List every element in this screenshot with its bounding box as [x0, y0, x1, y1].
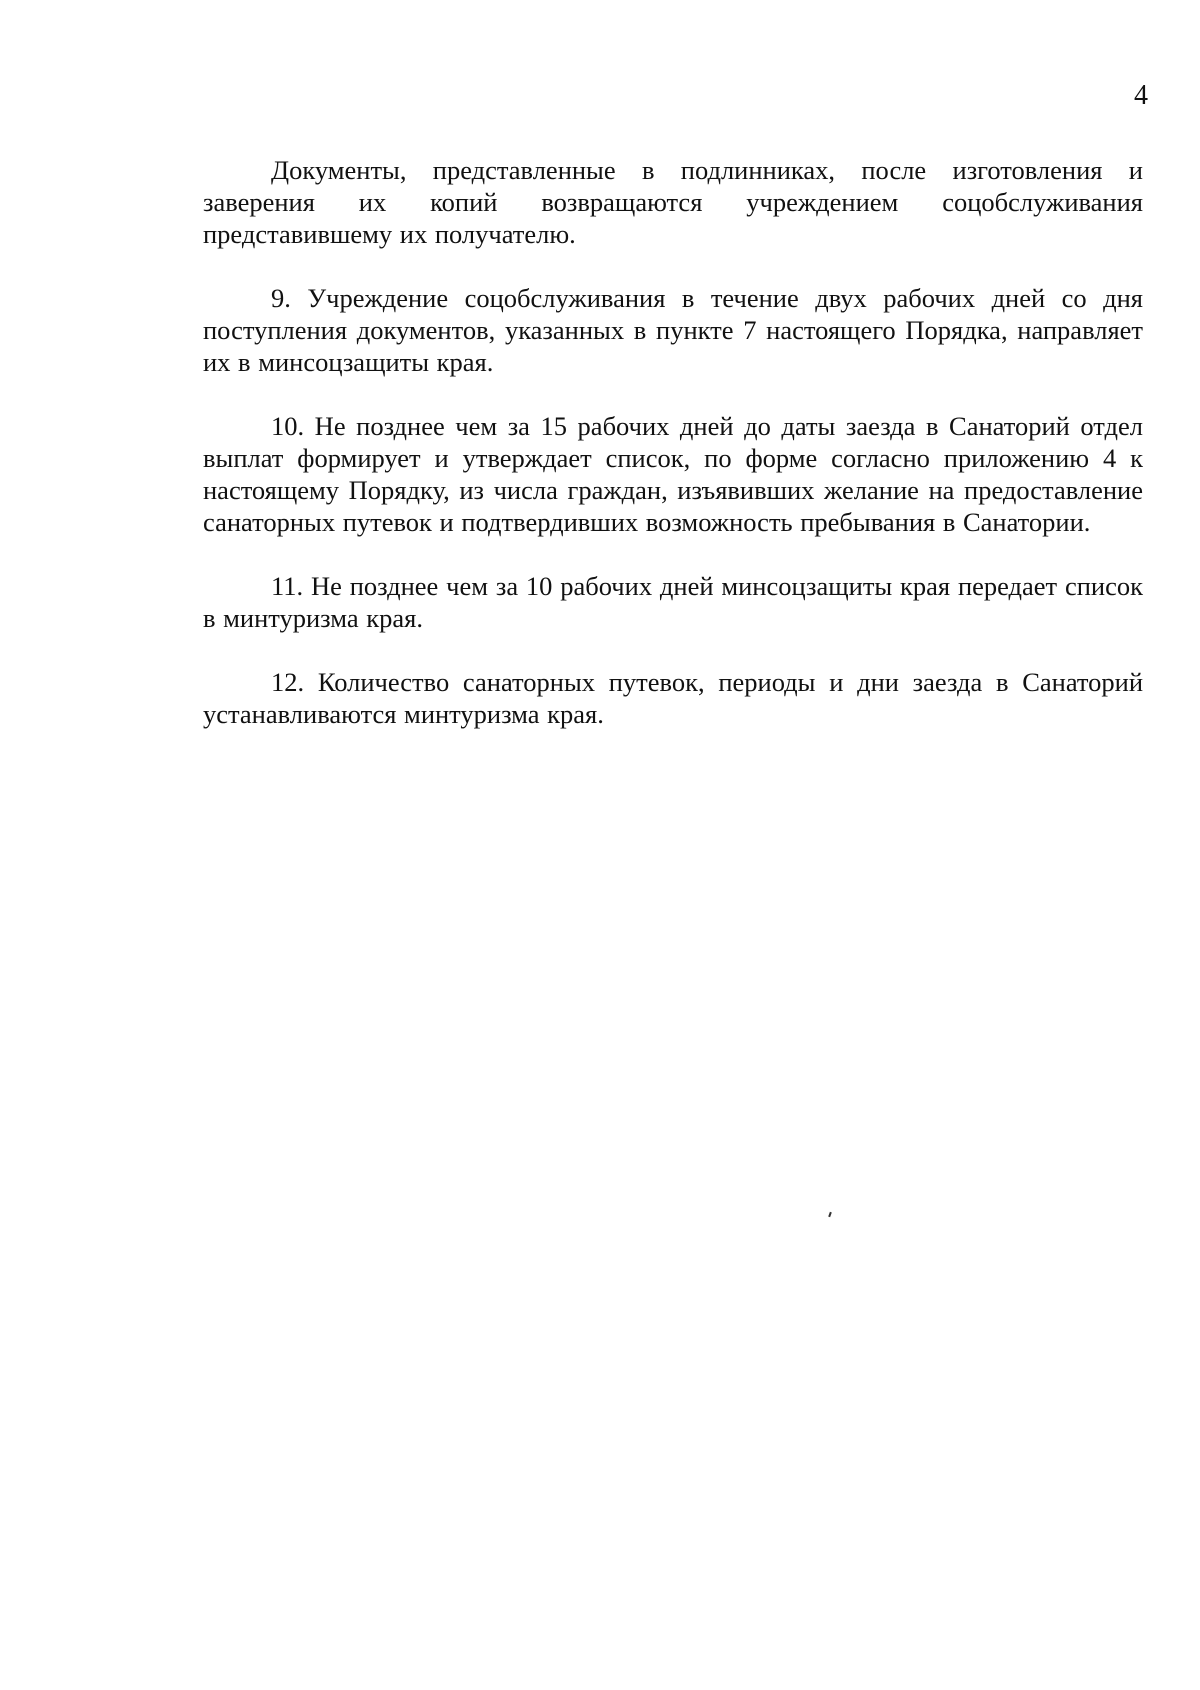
paragraph-9: 9. Учреждение соцобслуживания в течение двух рабочих дней со дня поступления документов, указанных в пункте 7 настоящего Порядка, направляет их в минсоцзащиты края. — [203, 283, 1143, 377]
paragraph-12: 12. Количество санаторных путевок, периоды и дни заезда в Санаторий устанавливаются минтуризма края. — [203, 667, 1143, 729]
page-number: 4 — [1134, 80, 1148, 111]
paragraph-11: 11. Не позднее чем за 10 рабочих дней минсоцзащиты края передает список в минтуризма края. — [203, 571, 1143, 633]
scan-speck — [828, 1212, 832, 1217]
document-body — [203, 154, 1143, 762]
paragraph-10: 10. Не позднее чем за 15 рабочих дней до даты заезда в Санаторий отдел выплат формирует и утверждает список, по форме согласно приложению 4 к настоящему Порядку, из числа граждан, изъявивших желание на предоставление санаторных путевок и подтвердивших возможность пребывания в Санатории. — [203, 411, 1143, 537]
paragraph-documents-return: Документы, представленные в подлинниках, после изготовления и заверения их копий возвращаются учреждением соцобслуживания представившему их получателю. — [203, 155, 1143, 249]
